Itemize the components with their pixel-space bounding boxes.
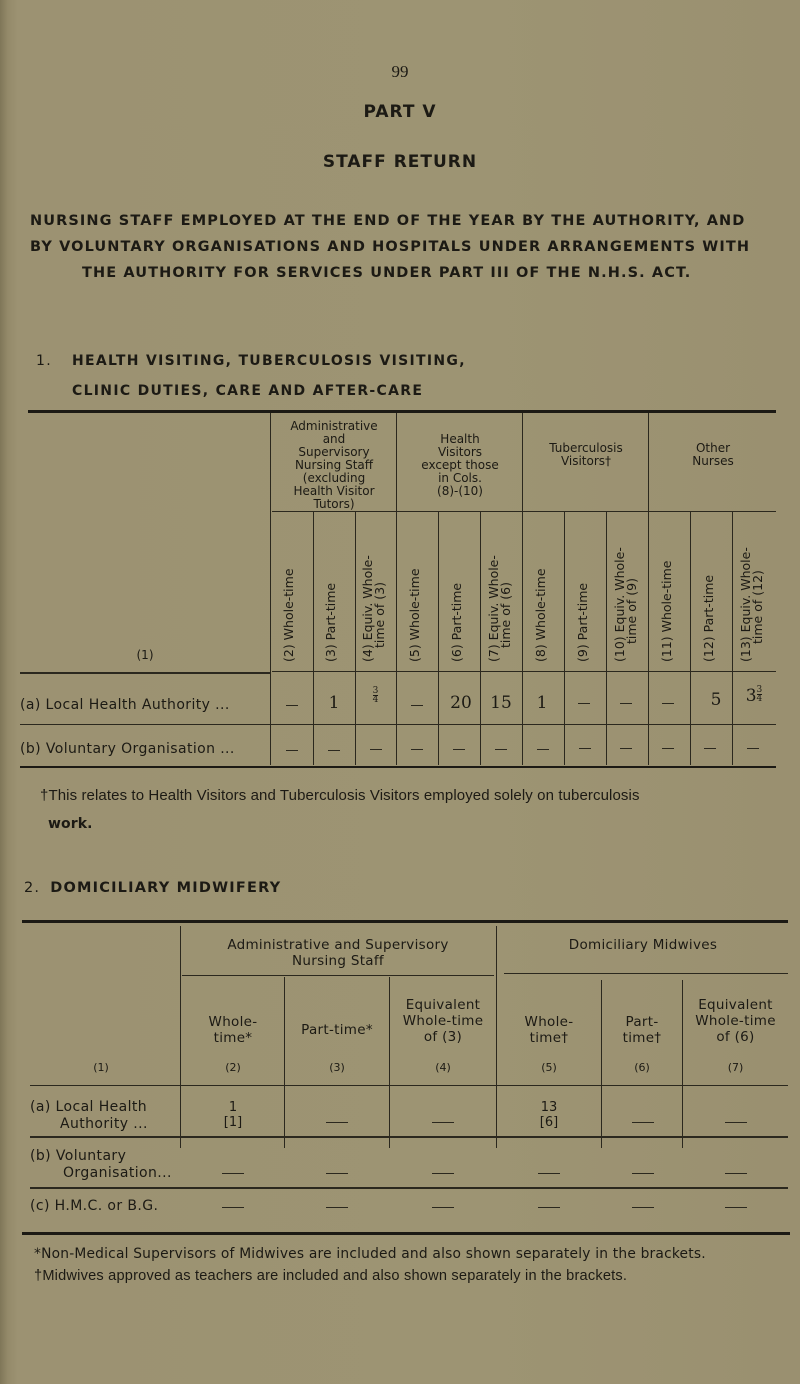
group-header-line: Visitors†: [560, 454, 612, 468]
column-header: [409, 568, 421, 662]
divider: [690, 512, 691, 765]
empty-dash: [326, 1173, 348, 1174]
table-cell: 1: [328, 693, 340, 713]
empty-dash: [632, 1207, 654, 1208]
section2-title: DOMICILIARY MIDWIFERY: [50, 880, 282, 896]
column-header-text: (5) Whole-time: [407, 568, 422, 662]
group-header-line: Nursing Staff: [294, 458, 374, 472]
table-cell: 1: [536, 693, 548, 713]
column-header-text: (2) Whole-time: [281, 568, 296, 662]
group-header-line: except those: [421, 458, 499, 472]
column-header-line: Part-: [625, 1014, 659, 1030]
empty-dash: [725, 1173, 747, 1174]
table-row-label: [30, 1148, 172, 1182]
table-row-label: (c) H.M.C. or B.G.: [30, 1198, 159, 1214]
table-cell: 5: [710, 690, 722, 710]
column-number: (3): [329, 1061, 345, 1074]
column-header-line: of (6): [716, 1029, 755, 1045]
group-header-line: (8)-(10): [437, 484, 483, 498]
column-header: [283, 568, 295, 662]
column-header-text: (9) Part-time: [575, 582, 590, 662]
empty-dash: [432, 1207, 454, 1208]
row-label-line: (a) Local Health: [30, 1099, 148, 1115]
row-rule: [30, 1136, 788, 1138]
cell-value: 13: [540, 1100, 558, 1115]
column-header: [390, 997, 496, 1045]
group-header-line: Visitors: [437, 445, 483, 459]
group-header-line: Health Visitor: [293, 484, 375, 498]
group-header-line: Health: [440, 432, 480, 446]
divider: [438, 512, 439, 765]
table2-bottom-rule: [22, 1232, 790, 1235]
group-header-health-visitors: [398, 433, 522, 498]
column-header: [488, 555, 512, 662]
empty-dash: [286, 705, 298, 706]
column-header-line: Whole-time: [402, 1013, 484, 1029]
footnote-supervisors: *Non-Medical Supervisors of Midwives are included and also shown separately in the brackets.: [34, 1246, 706, 1262]
row-label-line: Authority ...: [60, 1116, 148, 1132]
header-rule: [20, 672, 270, 674]
column-header: [577, 583, 589, 662]
empty-dash: [704, 748, 716, 749]
empty-dash: [747, 748, 759, 749]
column-number: (7): [727, 1061, 744, 1074]
column-header-text: (13) Equiv. Whole-: [738, 547, 753, 662]
column-header-text: (10) Equiv. Whole-: [612, 547, 627, 662]
group-header-line: Tuberculosis: [549, 441, 623, 455]
footnote-teachers: †Midwives approved as teachers are included and also shown separately in the brackets.: [34, 1268, 628, 1284]
empty-dash: [632, 1122, 654, 1123]
divider: [606, 512, 607, 765]
empty-dash: [326, 1122, 348, 1123]
section2-heading: [24, 880, 281, 896]
empty-dash: [370, 749, 382, 750]
column-header-line: Whole-time: [695, 1013, 776, 1029]
column-number: (4): [435, 1061, 451, 1074]
divider: [564, 512, 565, 765]
group-header-other-nurses: [650, 442, 776, 468]
page-number: 99: [391, 62, 409, 81]
empty-dash: [537, 749, 549, 750]
empty-dash: [725, 1207, 747, 1208]
column-header-text: (8) Whole-time: [533, 568, 548, 662]
empty-dash: [538, 1173, 560, 1174]
group-header-line: in Cols.: [438, 471, 482, 485]
column-header-text: time of (6): [498, 582, 513, 648]
group-header-line: and: [322, 432, 346, 446]
divider: [355, 512, 356, 765]
empty-dash: [411, 749, 423, 750]
empty-dash: [662, 703, 674, 704]
row-label-line: (b) Voluntary: [30, 1148, 127, 1164]
table-row-label: [30, 1099, 148, 1133]
column-header: [362, 555, 386, 662]
column-header: [614, 547, 638, 662]
group-rule: [504, 973, 788, 974]
intro-line-3: THE AUTHORITY FOR SERVICES UNDER PART III OF THE N.H.S. ACT.: [82, 265, 692, 281]
column-header-line: Part-time*: [301, 1022, 373, 1038]
divider: [396, 413, 397, 765]
column-header-text: (3) Part-time: [323, 582, 338, 662]
table-cell-mixed-fraction: 3 $\frac{3}{4}$: [745, 685, 763, 706]
group-header-admin: [272, 420, 396, 511]
row-rule: [20, 724, 776, 725]
column-header: [683, 997, 788, 1045]
column-header-text: time of (3): [372, 582, 387, 648]
table-cell: [182, 1100, 284, 1130]
table1-bottom-rule: [20, 766, 776, 768]
column-header-line: time*: [213, 1030, 253, 1046]
table-cell: 20: [450, 693, 472, 713]
table-cell-fraction: $\frac{3}{4}$: [372, 686, 379, 705]
empty-dash: [620, 703, 632, 704]
group-header-line: Nursing Staff: [292, 953, 384, 969]
empty-dash: [328, 750, 340, 751]
group-header-line: Nurses: [692, 454, 734, 468]
header-rule: [272, 671, 776, 672]
column-header: [661, 561, 673, 662]
column-header: [703, 575, 715, 662]
label-column-header: (1): [136, 648, 154, 662]
empty-dash: [725, 1122, 747, 1123]
intro-line-2: BY VOLUNTARY ORGANISATIONS AND HOSPITALS UNDER ARRANGEMENTS WITH: [30, 239, 751, 255]
group-header-admin-supervisory: [182, 937, 494, 969]
column-header: [602, 1014, 682, 1046]
column-header-line: Equivalent: [405, 997, 481, 1013]
divider: [270, 413, 271, 765]
column-header-line: Whole-: [524, 1014, 574, 1030]
empty-dash: [620, 748, 632, 749]
column-header-line: time†: [529, 1030, 569, 1046]
divider: [313, 512, 314, 765]
column-header-text: (6) Part-time: [449, 582, 464, 662]
section2-number: 2.: [24, 880, 41, 896]
intro-heading: [30, 208, 790, 286]
table2-top-rule: [22, 920, 788, 923]
column-header: [535, 568, 547, 662]
part-heading: PART V: [363, 102, 437, 122]
empty-dash: [538, 1207, 560, 1208]
column-header: [182, 1014, 284, 1046]
column-header: [325, 583, 337, 662]
section1-heading: [36, 346, 636, 406]
empty-dash: [326, 1207, 348, 1208]
group-header-line: Administrative and Supervisory: [227, 937, 449, 953]
column-header: [740, 547, 764, 662]
table-row-label: (a) Local Health Authority ...: [20, 697, 230, 713]
label-column-header: (1): [93, 1061, 109, 1074]
column-number: (2): [225, 1061, 241, 1074]
intro-line-1: NURSING STAFF EMPLOYED AT THE END OF THE YEAR BY THE AUTHORITY, AND: [30, 213, 746, 229]
group-header-line: Tutors): [313, 497, 355, 511]
column-header-line: time†: [622, 1030, 662, 1046]
footnote-tb: †This relates to Health Visitors and Tuberculosis Visitors employed solely on tuberculosis: [40, 787, 640, 804]
footnote-tb-line2: work.: [48, 816, 93, 832]
table1-top-rule: [28, 410, 776, 413]
column-header-text: (11) Whole-time: [659, 560, 674, 662]
empty-dash: [432, 1122, 454, 1123]
column-header-text: (7) Equiv. Whole-: [486, 555, 501, 662]
empty-dash: [411, 705, 423, 706]
empty-dash: [632, 1173, 654, 1174]
page-title: STAFF RETURN: [322, 152, 478, 172]
column-number: (5): [541, 1061, 557, 1074]
group-header-line: Supervisory: [298, 445, 370, 459]
empty-dash: [453, 749, 465, 750]
column-header-text: time of (9): [624, 578, 639, 644]
table-cell: 15: [490, 693, 512, 713]
divider: [480, 512, 481, 765]
empty-dash: [222, 1207, 244, 1208]
group-header-line: Administrative: [290, 419, 378, 433]
cell-bracket-value: [1]: [223, 1115, 243, 1130]
cell-value: 1: [228, 1100, 238, 1115]
row-label-line: Organisation...: [63, 1165, 172, 1181]
section1-number: 1.: [36, 353, 52, 369]
column-header-line: Equivalent: [698, 997, 773, 1013]
column-number: (6): [634, 1061, 650, 1074]
column-header-line: Whole-: [208, 1014, 258, 1030]
section1-title-line2: CLINIC DUTIES, CARE AND AFTER-CARE: [72, 383, 424, 399]
column-header-text: time of (12): [750, 570, 765, 644]
cell-bracket-value: [6]: [539, 1115, 559, 1130]
section1-title-line1: HEALTH VISITING, TUBERCULOSIS VISITING,: [72, 353, 466, 369]
group-header-domiciliary-midwives: Domiciliary Midwives: [568, 937, 718, 953]
table-cell: [497, 1100, 601, 1130]
empty-dash: [579, 748, 591, 749]
group-rule: [272, 511, 776, 512]
column-header: [451, 583, 463, 662]
group-header-tuberculosis: [524, 442, 648, 468]
empty-dash: [286, 750, 298, 751]
column-header-line: of (3): [423, 1029, 463, 1045]
empty-dash: [578, 703, 590, 704]
column-header-text: (12) Part-time: [701, 574, 716, 662]
table-row-label: (b) Voluntary Organisation ...: [20, 741, 235, 757]
group-header-line: (excluding: [302, 471, 366, 485]
column-header: [285, 1022, 389, 1038]
empty-dash: [222, 1173, 244, 1174]
column-header-text: (4) Equiv. Whole-: [360, 555, 375, 662]
empty-dash: [662, 748, 674, 749]
divider: [180, 926, 181, 1148]
row-rule: [30, 1187, 788, 1189]
empty-dash: [495, 749, 507, 750]
group-rule: [182, 975, 494, 976]
column-header: [497, 1014, 601, 1046]
divider: [648, 413, 649, 765]
divider: [732, 512, 733, 765]
group-header-line: Other: [695, 441, 731, 455]
header-rule: [30, 1085, 788, 1086]
empty-dash: [432, 1173, 454, 1174]
